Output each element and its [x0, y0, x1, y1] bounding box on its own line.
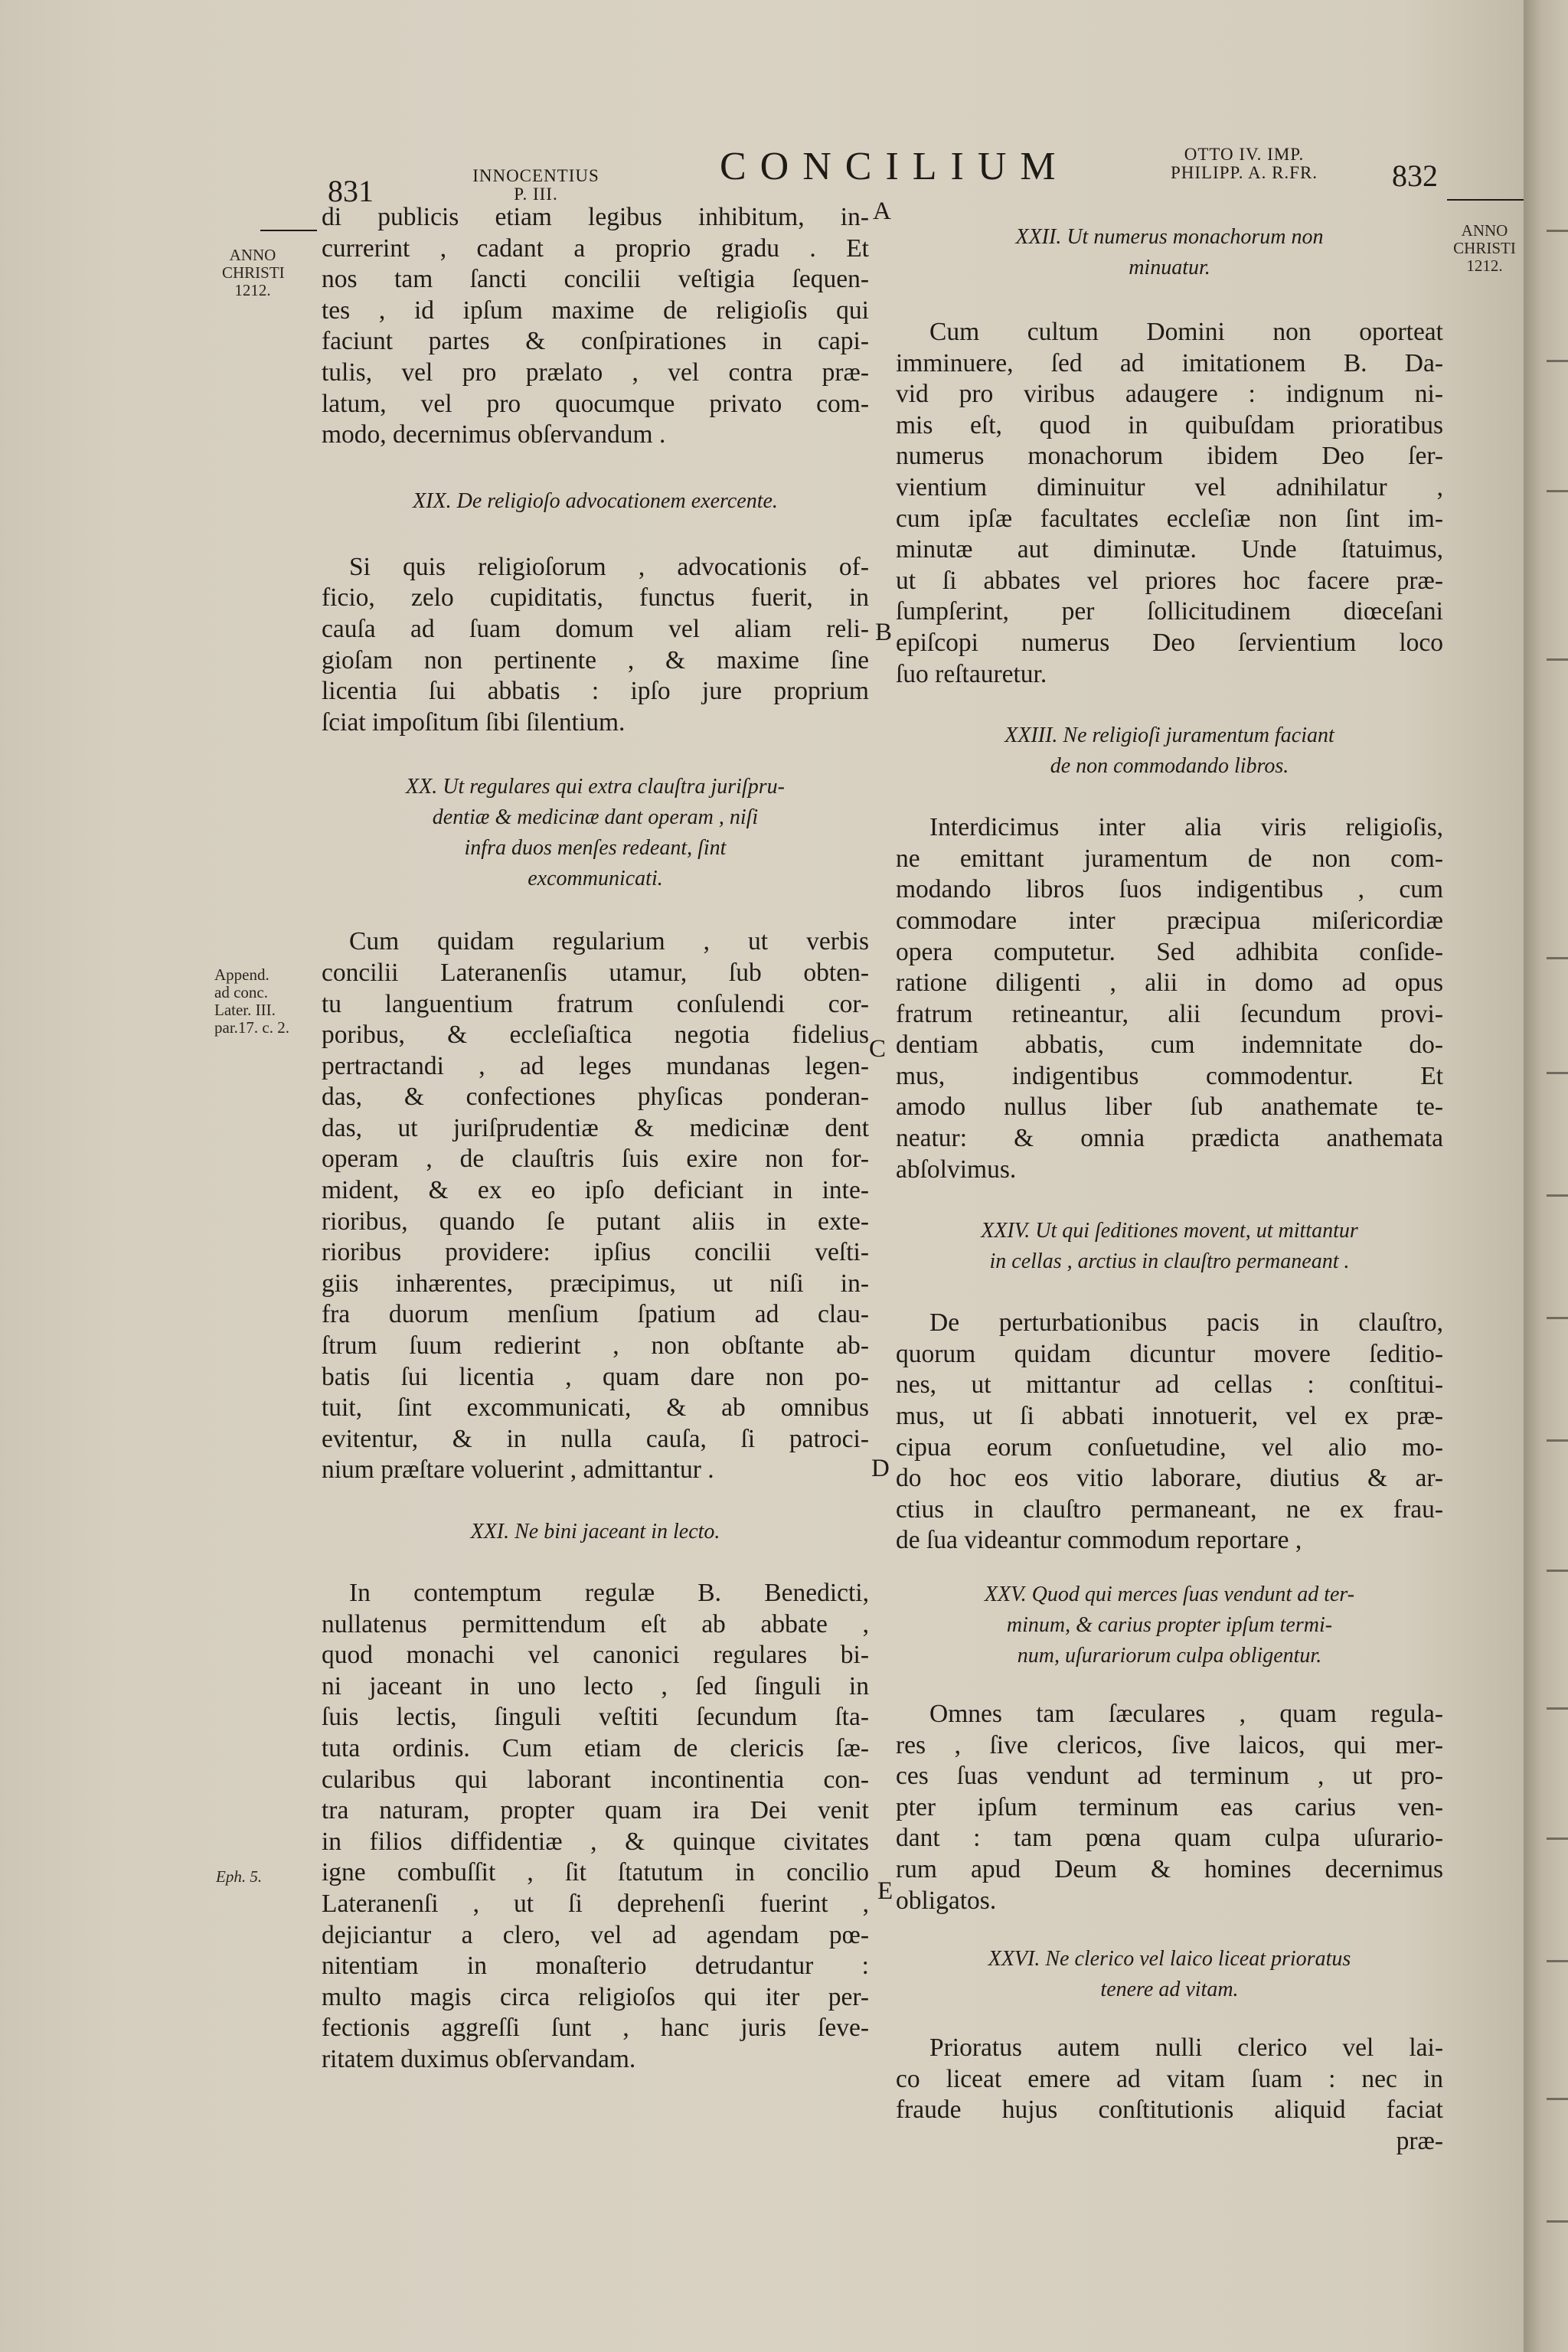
- text-line: rioribus providere: ipſius concilii veſti-: [322, 1238, 869, 1267]
- text-line: tuta ordinis. Cum etiam de clericis ſæ-: [322, 1733, 869, 1762]
- paragraph-xxi: [322, 1578, 869, 2076]
- text-line: ſuis lectis, ſinguli veſtiti ſecundum ſta-: [322, 1703, 869, 1732]
- text-line: Cum cultum Domini non oporteat: [929, 318, 1443, 346]
- rubric-line: XXVI. Ne clerico vel laico liceat prioratus: [988, 1947, 1351, 1971]
- rubric-line: XXIV. Ut qui ſeditiones movent, ut mittantur: [981, 1219, 1358, 1243]
- text-line: vientium diminuitur vel adnihilatur ,: [896, 472, 1443, 501]
- section-letter-c: C: [869, 1035, 887, 1063]
- text-line: ut ſi abbates vel priores hoc facere præ-: [896, 566, 1443, 595]
- text-line: epiſcopi numerus Deo ſervientium loco: [896, 628, 1443, 657]
- rubric-line: XXIII. Ne religioſi juramentum faciant: [1004, 724, 1334, 748]
- text-line: ratione diligenti , alii in domo ad opus: [896, 969, 1443, 998]
- text-line: Omnes tam ſæculares , quam regula-: [929, 1700, 1443, 1728]
- text-line: cauſa ad ſuam domum vel aliam reli-: [322, 614, 869, 643]
- text-line: in filios diffidentiæ , & quinque civitates: [322, 1827, 869, 1856]
- text-line: pertractandi , ad leges mundanas legen-: [322, 1051, 869, 1080]
- text-line: das, ut juriſprudentiæ & medicinæ dent: [322, 1113, 869, 1142]
- margin-note-append: [214, 966, 289, 1037]
- text-line: concilii Lateranenſis utamur, ſub obten-: [322, 958, 869, 987]
- rubric-xxiv: [896, 1216, 1443, 1277]
- text-line: minutæ aut diminutæ. Unde ſtatuimus,: [896, 535, 1443, 564]
- running-head-left: [459, 167, 612, 204]
- paragraph-xxiv: [896, 1308, 1443, 1557]
- text-line: rioribus, quando ſe putant aliis in exte-: [322, 1207, 869, 1236]
- text-line: Lateranenſi , ut ſi deprehenſi fuerint ,: [322, 1889, 869, 1918]
- rubric-xxi: XXI. Ne bini jaceant in lecto.: [470, 1520, 720, 1544]
- rubric-line: infra duos menſes redeant, ſint: [464, 836, 727, 861]
- margin-anno-line: ANNO: [1461, 221, 1508, 240]
- paragraph-xxv: [896, 1699, 1443, 1916]
- continuation-text: [322, 202, 869, 451]
- text-line: ni jaceant in uno lecto , ſed ſinguli in: [322, 1671, 869, 1700]
- running-head-left-line: P. III.: [514, 185, 558, 204]
- text-line: nos tam ſancti concilii veſtigia ſequen-: [322, 265, 869, 294]
- text-line: fratrum retineantur, alii ſecundum provi-: [896, 999, 1443, 1028]
- margin-note-line: Later. III.: [214, 1001, 276, 1019]
- rubric-line: XX. Ut regulares qui extra clauſtra juriſpru-: [406, 775, 785, 799]
- text-line: amodo nullus liber ſub anathemate te-: [896, 1093, 1443, 1122]
- text-line: di publicis etiam legibus inhibitum, in-: [322, 203, 869, 231]
- paragraph-xxii: [896, 317, 1443, 690]
- header-rule-left: [260, 230, 317, 231]
- margin-anno-line: CHRISTI: [1453, 239, 1516, 257]
- text-line: ſtrum ſuum redierint , non obſtante ab-: [322, 1331, 869, 1361]
- header-rule-right: [1447, 199, 1524, 201]
- rubric-xxvi: [896, 1944, 1443, 2005]
- text-line: igne combuſſit , ſit ſtatutum in concilio: [322, 1858, 869, 1887]
- text-line: rum apud Deum & homines decernimus: [896, 1854, 1443, 1883]
- text-line: nullatenus permittendum eſt ab abbate ,: [322, 1609, 869, 1638]
- section-letter-e: E: [877, 1877, 893, 1905]
- text-line: res , ſive clericos, ſive laicos, qui mer-: [896, 1730, 1443, 1759]
- margin-note-eph: Eph. 5.: [216, 1867, 263, 1886]
- text-line: fraude hujus conſtitutionis aliquid faciat: [896, 2096, 1443, 2125]
- text-line: ces ſuas vendunt ad terminum , ut pro-: [896, 1762, 1443, 1791]
- margin-note-line: Append.: [214, 965, 270, 984]
- paragraph-xxiii: [896, 812, 1443, 1185]
- text-line: obligatos.: [896, 1886, 997, 1915]
- running-head-right-line: PHILIPP. A. R.FR.: [1170, 163, 1318, 182]
- text-line: licentia ſui abbatis : ipſo jure proprium: [322, 677, 869, 706]
- right-column: [896, 222, 1443, 2158]
- text-line: do hoc eos vitio laborare, diutius & ar-: [896, 1464, 1443, 1493]
- text-line: cipua eorum conſuetudine, vel alio mo-: [896, 1432, 1443, 1462]
- catchword: præ-: [1396, 2126, 1443, 2155]
- text-line: tuit, ſint excommunicati, & ab omnibus: [322, 1393, 869, 1423]
- rubric-line: minum, & carius propter ipſum termi-: [1006, 1613, 1333, 1637]
- rubric-line: in cellas , arctius in clauſtro permaneant .: [989, 1250, 1350, 1274]
- rubric-xxii: [896, 222, 1443, 283]
- text-line: quorum quidam dicuntur movere ſeditio-: [896, 1339, 1443, 1368]
- text-line: dentiam abbatis, cum indemnitate do-: [896, 1031, 1443, 1060]
- text-line: ficio, zelo cupiditatis, functus fuerit, in: [322, 583, 869, 612]
- text-line: evitentur, & in nulla cauſa, ſi patroci-: [322, 1424, 869, 1453]
- text-line: giis inhærentes, præcipimus, ut niſi in-: [322, 1269, 869, 1298]
- text-line: mis eſt, quod in quibuſdam prioratibus: [896, 410, 1443, 439]
- text-line: ſumpſerint, per ſollicitudinem diœceſani: [896, 597, 1443, 626]
- rubric-line: num, uſurariorum culpa obligentur.: [1017, 1644, 1322, 1668]
- text-line: ritatem duximus obſervandam.: [322, 2044, 636, 2073]
- paragraph-xxvi: [896, 2033, 1443, 2157]
- text-line: fectionis aggreſſi ſunt , hanc juris ſeve-: [322, 2014, 869, 2043]
- text-line: Si quis religioſorum , advocationis of-: [349, 552, 869, 581]
- text-line: ſuo reſtauretur.: [896, 659, 1047, 688]
- text-line: abſolvimus.: [896, 1155, 1017, 1184]
- margin-anno-line: CHRISTI: [222, 263, 285, 282]
- text-line: latum, vel pro quocumque privato com-: [322, 389, 869, 418]
- text-line: quod monachi vel canonici regulares bi-: [322, 1641, 869, 1670]
- text-line: tes , id ipſum maxime de religioſis qui: [322, 296, 869, 325]
- text-line: vid pro viribus adaugere : indignum ni-: [896, 380, 1443, 409]
- text-line: gioſam non pertinente , & maxime ſine: [322, 645, 869, 675]
- page-number-left: 831: [328, 174, 374, 208]
- text-line: tulis, vel pro prælato , vel contra præ-: [322, 358, 869, 387]
- text-line: In contemptum regulæ B. Benedicti,: [349, 1579, 869, 1607]
- margin-anno-line: 1212.: [1466, 256, 1503, 275]
- text-line: de ſua videantur commodum reportare ,: [896, 1526, 1302, 1555]
- margin-anno-line: 1212.: [234, 281, 271, 299]
- left-column: [322, 202, 869, 2076]
- text-line: neatur: & omnia prædicta anathemata: [896, 1124, 1443, 1153]
- text-line: tra naturam, propter quam ira Dei venit: [322, 1796, 869, 1825]
- text-line: commodare inter præcipua miſericordiæ: [896, 906, 1443, 935]
- text-line: numerus monachorum ibidem Deo ſer-: [896, 442, 1443, 471]
- rubric-line: minuatur.: [1129, 256, 1210, 279]
- text-line: cularibus qui laborant incontinentia con-: [322, 1765, 869, 1794]
- text-line: pter ipſum terminum eas carius ven-: [896, 1792, 1443, 1821]
- text-line: co liceat emere ad vitam ſuam : nec in: [896, 2064, 1443, 2093]
- rubric-line: dentiæ & medicinæ dant operam , niſi: [432, 805, 759, 830]
- rubric-line: excommunicati.: [528, 867, 663, 891]
- text-line: faciunt partes & conſpirationes in capi-: [322, 327, 869, 356]
- text-line: operam , de clauſtris ſuis exire non for-: [322, 1145, 869, 1174]
- paragraph-xix: [322, 552, 869, 739]
- running-head-left-line: INNOCENTIUS: [472, 166, 599, 185]
- rubric-line: tenere ad vitam.: [1100, 1978, 1239, 2002]
- text-line: De perturbationibus pacis in clauſtro,: [929, 1308, 1443, 1338]
- text-line: nes, ut mittantur ad cellas : conſtitui-: [896, 1370, 1443, 1400]
- rubric-xx: [322, 772, 869, 894]
- section-letter-a: A: [873, 198, 891, 225]
- facing-page-edge: [1524, 0, 1568, 2352]
- text-line: Cum quidam regularium , ut verbis: [349, 927, 869, 956]
- text-line: Prioratus autem nulli clerico vel lai-: [929, 2034, 1443, 2063]
- page-number-right: 832: [1392, 158, 1438, 193]
- text-line: opera computetur. Sed adhibita conſide-: [896, 937, 1443, 966]
- text-line: ctius in clauſtro permaneant, ne ex frau-: [896, 1494, 1443, 1524]
- rubric-xxv: [896, 1579, 1443, 1671]
- text-line: das, & confectiones phyſicas ponderan-: [322, 1083, 869, 1112]
- text-line: ſciat impoſitum ſibi ſilentium.: [322, 707, 626, 737]
- text-line: mident, & ex eo ipſo deficiant in inte-: [322, 1176, 869, 1205]
- text-line: dant : tam pœna quam culpa uſurario-: [896, 1824, 1443, 1853]
- text-line: multo magis circa religioſos qui iter per-: [322, 1982, 869, 2011]
- rubric-line: XXV. Quod qui merces ſuas vendunt ad ter-: [984, 1583, 1355, 1606]
- text-line: mus, indigentibus commodentur. Et: [896, 1061, 1443, 1090]
- text-line: poribus, & eccleſiaſtica negotia fidelius: [322, 1021, 869, 1050]
- margin-note-line: ad conc.: [214, 983, 268, 1001]
- rubric-xxiii: [896, 720, 1443, 782]
- paragraph-xx: [322, 926, 869, 1486]
- running-head-right-line: OTTO IV. IMP.: [1184, 145, 1305, 164]
- text-line: dejiciantur a clero, vel ad agendam pœ-: [322, 1920, 869, 1949]
- text-line: modo, decernimus obſervandum .: [322, 420, 666, 449]
- margin-anno-line: ANNO: [229, 246, 276, 264]
- rubric-line: de non commodando libros.: [1050, 754, 1289, 779]
- text-line: imminuere, ſed ad imitationem B. Da-: [896, 348, 1443, 377]
- text-line: nium præſtare voluerint , admittantur .: [322, 1455, 714, 1485]
- text-line: cum ipſæ facultates eccleſiæ non ſint im-: [896, 504, 1443, 533]
- margin-anno-right: [1450, 222, 1519, 275]
- text-line: tu languentium fratrum conſulendi cor-: [322, 989, 869, 1018]
- text-line: mus, ut ſi abbati innotuerit, vel ex præ-: [896, 1402, 1443, 1431]
- text-line: fra duorum menſium ſpatium ad clau-: [322, 1300, 869, 1329]
- text-line: nitentiam in monaſterio detrudantur :: [322, 1952, 869, 1981]
- text-line: currerint , cadant a proprio gradu . Et: [322, 234, 869, 263]
- text-line: Interdicimus inter alia viris religioſis,: [929, 813, 1443, 842]
- text-line: modando libros ſuos indigentibus , cum: [896, 875, 1443, 904]
- rubric-line: XXII. Ut numerus monachorum non: [1015, 225, 1324, 249]
- text-line: ne emittant juramentum de non com-: [896, 844, 1443, 873]
- section-letter-b: B: [875, 619, 893, 646]
- text-line: batis ſui licentia , quam dare non po-: [322, 1362, 869, 1391]
- margin-note-line: par.17. c. 2.: [214, 1018, 289, 1037]
- page-title: CONCILIUM: [720, 145, 1070, 188]
- section-letter-d: D: [871, 1455, 890, 1482]
- running-head-right: [1145, 145, 1344, 182]
- rubric-xix: XIX. De religioſo advocationem exercente.: [413, 488, 778, 513]
- margin-anno-left: [222, 247, 283, 299]
